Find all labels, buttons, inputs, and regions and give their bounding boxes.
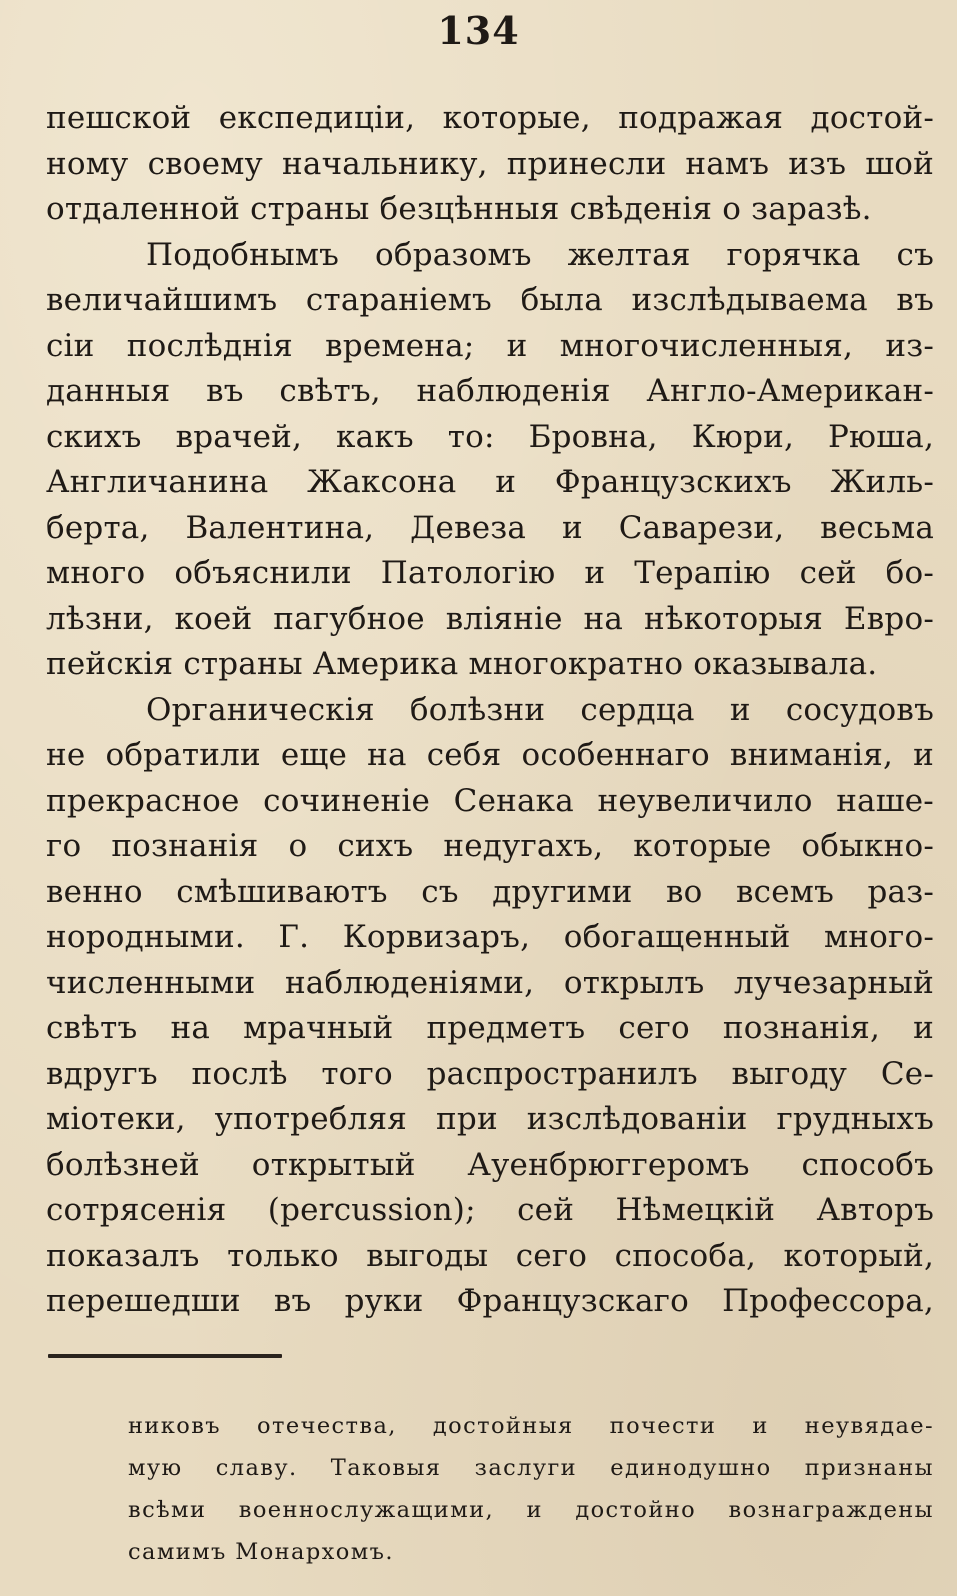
text-line: показалъ только выгоды сего способа, который,	[46, 1237, 934, 1274]
text-line: ному своему начальнику, принесли намъ изъ шой	[46, 145, 934, 182]
text-line: пейскія страны Америка многократно оказывала.	[46, 646, 878, 682]
text-line: прекрасное сочиненіе Сенака неувеличило наше-	[46, 782, 934, 819]
page-number: 134	[437, 8, 520, 53]
main-text-block	[46, 96, 934, 1325]
text-line: численными наблюденіями, открылъ лучезарный	[46, 964, 934, 1001]
text-line: не обратили еще на себя особеннаго вниманія, и	[46, 737, 934, 773]
text-line: скихъ врачей, какъ то: Бровна, Кюри, Рюша,	[46, 418, 934, 455]
footnote-line: всѣми военнослужащими, и достойно вознаграждены	[128, 1497, 934, 1523]
text-line: го познанія о сихъ недугахъ, которые обыкно-	[46, 828, 934, 864]
footnote-line: никовъ отечества, достойныя почести и неувядае-	[128, 1413, 934, 1439]
footnote-line: мую славу. Таковыя заслуги единодушно признаны	[128, 1455, 934, 1481]
text-line: нородными. Г. Корвизаръ, обогащенный много-	[46, 919, 934, 955]
text-line: міотеки, употребляя при изслѣдованіи грудныхъ	[46, 1101, 934, 1137]
text-line: сотрясенія (percussion); сей Нѣмецкій Авторъ	[46, 1192, 934, 1228]
text-line: вдругъ послѣ того распространилъ выгоду Се-	[46, 1055, 934, 1092]
text-line: лѣзни, коей пагубное вліяніе на нѣкоторыя Евро-	[46, 600, 934, 637]
text-line: величайшимъ стараніемъ была изслѣдываема въ	[46, 282, 934, 318]
paragraph-start-line: Органическія болѣзни сердца и сосудовъ	[146, 691, 934, 728]
footnote-block	[128, 1405, 934, 1573]
text-line: пешской експедиціи, которые, подражая достой-	[46, 100, 934, 136]
text-line: болѣзней открытый Ауенбрюггеромъ способъ	[46, 1146, 934, 1183]
text-line: сіи послѣднія времена; и многочисленныя, из-	[46, 327, 934, 364]
footnote-divider	[48, 1354, 282, 1358]
text-line: данныя въ свѣтъ, наблюденія Англо-Американ-	[46, 373, 934, 409]
text-line: берта, Валентина, Девеза и Саварези, весьма	[46, 509, 934, 546]
text-line: перешедши въ руки Французскаго Профессора,	[46, 1283, 934, 1319]
text-line: свѣтъ на мрачный предметъ сего познанія, и	[46, 1010, 934, 1046]
text-line: отдаленной страны безцѣнныя свѣденія о заразѣ.	[46, 191, 872, 227]
text-line: Англичанина Жаксона и Французскихъ Жиль-	[46, 464, 934, 500]
text-line: венно смѣшиваютъ съ другими во всемъ раз-	[46, 873, 934, 910]
paragraph-start-line: Подобнымъ образомъ желтая горячка съ	[146, 236, 934, 273]
text-line: много объяснили Патологію и Терапію сей бо-	[46, 555, 934, 591]
footnote-line: самимъ Монархомъ.	[128, 1539, 394, 1565]
